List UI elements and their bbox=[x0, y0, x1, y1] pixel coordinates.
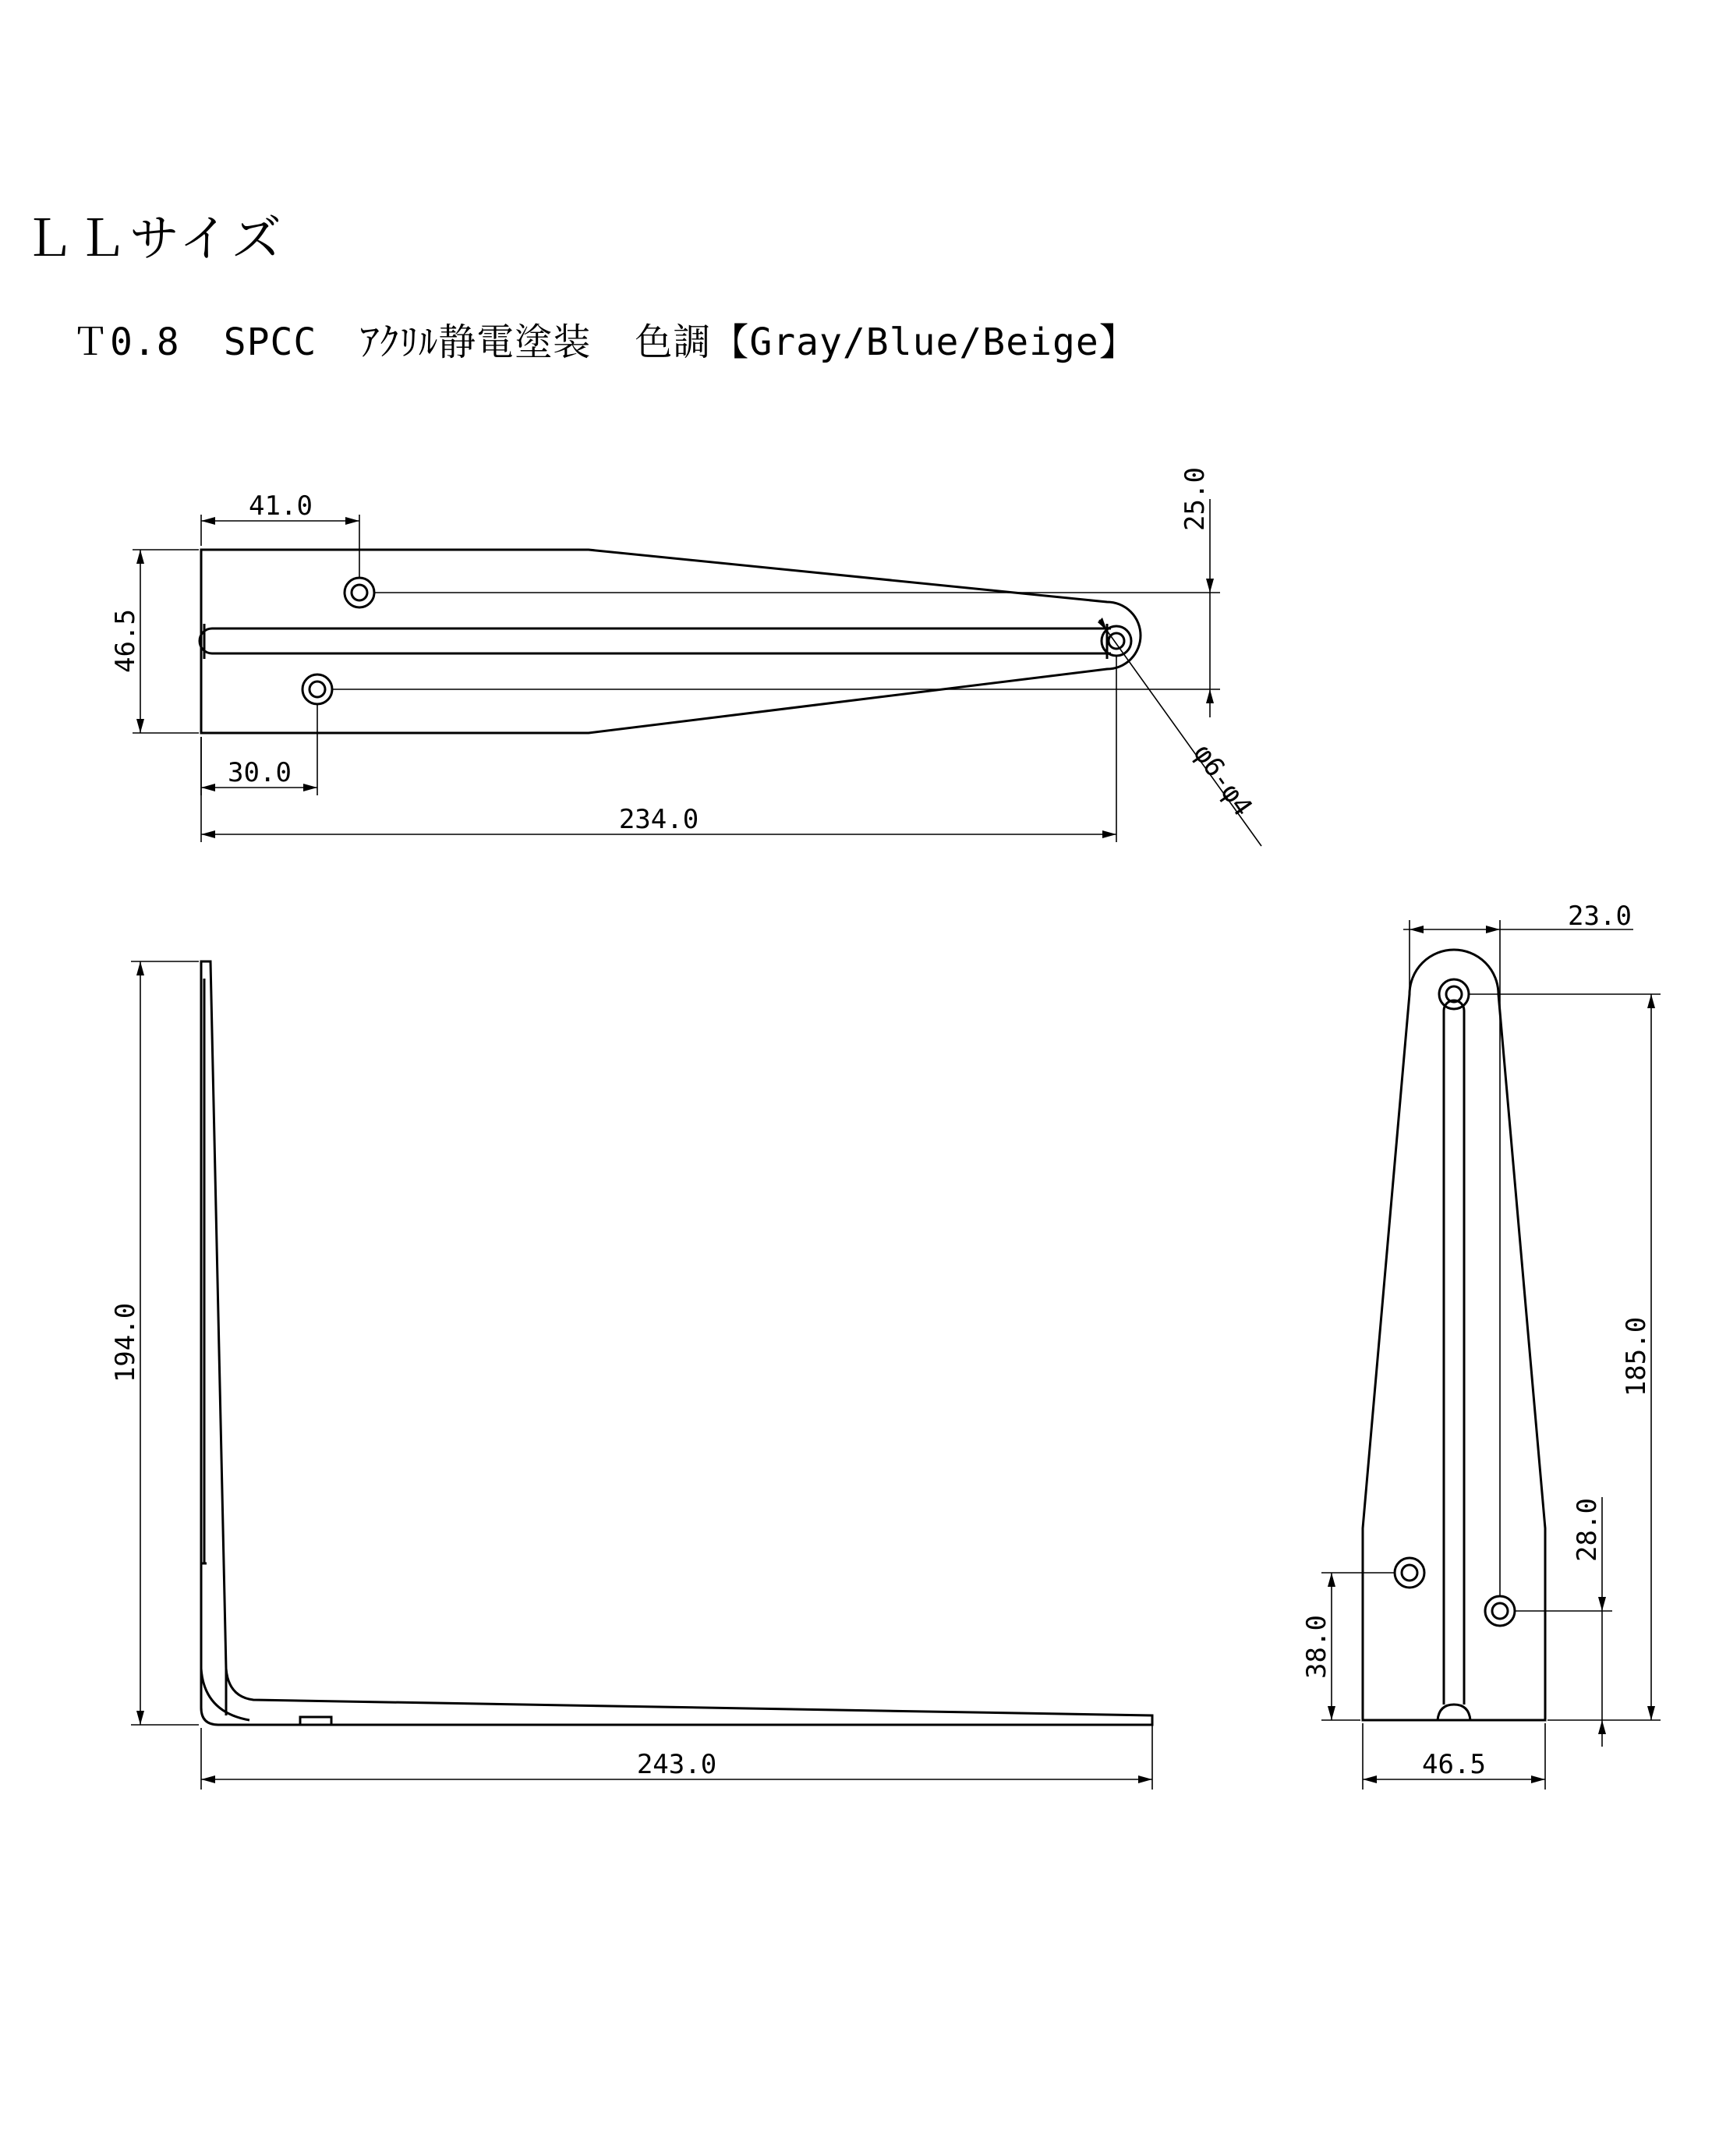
dim-top-width: 46.5 bbox=[110, 609, 141, 673]
end-hole bbox=[1395, 1558, 1424, 1588]
dim-end-width: 46.5 bbox=[1422, 1749, 1486, 1780]
dim-top-hole-pitch: 25.0 bbox=[1180, 467, 1211, 531]
spec-material: SPCC bbox=[223, 320, 317, 364]
top-hole bbox=[302, 674, 332, 704]
dim-end-hole-height-2: 38.0 bbox=[1301, 1615, 1332, 1679]
spec-finish: ｱｸﾘﾙ静電塗装 bbox=[360, 320, 592, 364]
dim-top-hole-offset-1: 41.0 bbox=[249, 490, 313, 522]
dim-end-hole-offset: 23.0 bbox=[1568, 901, 1632, 932]
spec-color: 色調【Gray/Blue/Beige】 bbox=[635, 320, 1137, 364]
top-hole bbox=[345, 578, 374, 607]
dim-side-height: 194.0 bbox=[110, 1302, 141, 1383]
dim-hole-diameter: φ6-φ4 bbox=[1187, 738, 1259, 823]
dim-end-height: 185.0 bbox=[1621, 1316, 1652, 1397]
side-view bbox=[110, 961, 1152, 1790]
end-hole bbox=[1439, 979, 1469, 1009]
dim-side-length: 243.0 bbox=[636, 1749, 717, 1780]
end-view bbox=[1301, 901, 1661, 1790]
end-view-outline bbox=[1363, 950, 1545, 1720]
dim-top-hole-offset-2: 30.0 bbox=[228, 757, 292, 788]
top-view-outline bbox=[201, 550, 1141, 733]
drawing-title: ＬＬサイズ bbox=[23, 211, 285, 268]
side-view-rib-end bbox=[300, 1717, 331, 1725]
top-view bbox=[110, 467, 1261, 846]
end-hole bbox=[1485, 1596, 1515, 1626]
end-view-rib-foot bbox=[1438, 1705, 1470, 1720]
spec-thickness: Ｔ0.8 bbox=[72, 320, 180, 364]
side-view-outline bbox=[201, 961, 1152, 1725]
dim-end-hole-height-1: 28.0 bbox=[1572, 1498, 1603, 1562]
dim-top-length: 234.0 bbox=[618, 804, 699, 835]
